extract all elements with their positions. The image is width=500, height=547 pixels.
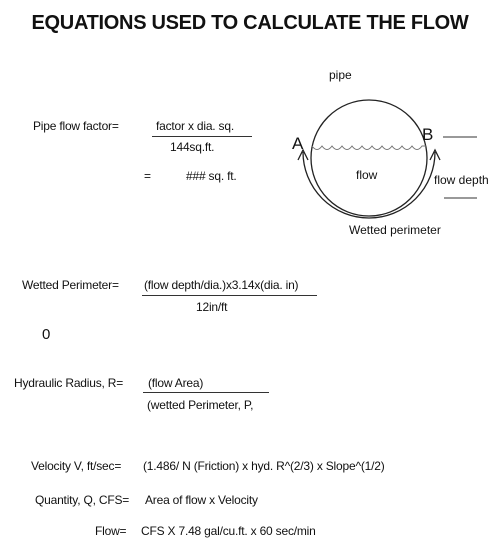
hydraulic-radius-fraction-bar	[143, 392, 269, 393]
page-title: EQUATIONS USED TO CALCULATE THE FLOW	[31, 12, 469, 34]
pipe-flow-factor-numerator: factor x dia. sq.	[156, 119, 234, 133]
quantity-expression: Area of flow x Velocity	[145, 493, 258, 507]
hydraulic-radius-label: Hydraulic Radius, R=	[14, 376, 124, 390]
wetted-perimeter-numerator: (flow depth/dia.)x3.14x(dia. in)	[144, 278, 299, 292]
point-b-label: B	[422, 125, 434, 144]
wetted-perimeter-label: Wetted perimeter	[349, 223, 441, 237]
flow-surface-wave	[312, 146, 426, 150]
velocity-label: Velocity V, ft/sec=	[31, 459, 122, 473]
pipe-flow-factor-result: ### sq. ft.	[186, 169, 237, 183]
pipe-label: pipe	[329, 68, 352, 82]
wetted-perimeter-arc	[303, 152, 435, 218]
pipe-flow-factor-denominator: 144sq.ft.	[170, 140, 215, 154]
hydraulic-radius-denominator: (wetted Perimeter, P,	[147, 398, 254, 412]
velocity-expression: (1.486/ N (Friction) x hyd. R^(2/3) x Slope^(1/2)	[143, 459, 385, 473]
pipe-flow-factor-equals: =	[144, 169, 151, 183]
flow-eq-label: Flow=	[95, 524, 127, 538]
flow-label: flow	[356, 168, 378, 182]
wetted-perimeter-fraction-bar	[142, 295, 317, 296]
wetted-perimeter-result: 0	[42, 326, 51, 343]
flow-depth-label: flow depth	[434, 173, 489, 187]
flow-expression: CFS X 7.48 gal/cu.ft. x 60 sec/min	[141, 524, 316, 538]
pipe-flow-factor-label: Pipe flow factor=	[33, 119, 119, 133]
pipe-circle	[311, 100, 427, 216]
wetted-perimeter-eq-label: Wetted Perimeter=	[22, 278, 119, 292]
wetted-perimeter-denominator: 12in/ft	[196, 300, 228, 314]
quantity-label: Quantity, Q, CFS=	[35, 493, 130, 507]
point-a-label: A	[292, 134, 304, 153]
hydraulic-radius-numerator: (flow Area)	[148, 376, 204, 390]
